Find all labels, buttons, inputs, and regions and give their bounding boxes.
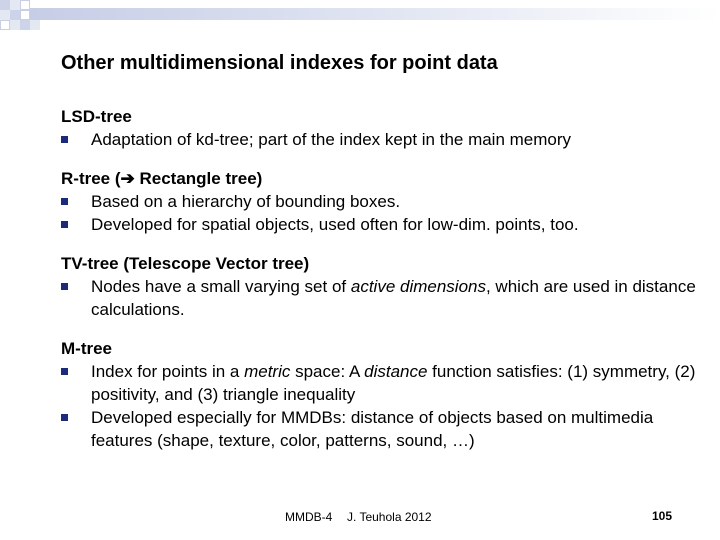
text-run: Index for points in a [91,362,245,381]
list-item-text [91,362,695,404]
deco-square [20,0,30,10]
text-run: space: A [290,362,365,381]
deco-square [0,10,10,20]
list-item [61,275,701,321]
slide-title: Other multidimensional indexes for point data [61,52,498,74]
deco-square [10,0,20,10]
list-item [61,213,701,236]
heading-text: R-tree ( [61,169,121,188]
section-heading: LSD-tree [61,107,132,126]
list-item-text: Developed for spatial objects, used often for low-dim. points, too. [91,215,579,234]
section-m-tree [61,337,701,452]
emphasis-text: active dimensions [350,277,486,296]
list-item-text [91,277,696,319]
section-heading: M-tree [61,339,113,358]
deco-square [0,20,10,30]
square-bullet-icon [61,136,68,143]
section-heading [61,167,701,190]
text-run: , which are used in distance calculations. [91,277,696,319]
section-lsd-tree [61,105,701,151]
square-bullet-icon [61,221,68,228]
page-number: 105 [652,509,673,523]
list-item-text: Based on a hierarchy of bounding boxes. [91,192,401,211]
footer-course: MMDB-4 [285,510,333,524]
deco-square [10,10,20,20]
slide-content [61,105,701,468]
right-arrow-icon: ➔ [120,169,135,188]
square-bullet-icon [61,414,68,421]
deco-square [0,0,10,10]
header-decoration [0,0,720,40]
section-r-tree [61,167,701,236]
section-tv-tree [61,252,701,321]
square-bullet-icon [61,198,68,205]
emphasis-text: distance [364,362,428,381]
list-item [61,128,701,151]
section-heading: TV-tree (Telescope Vector tree) [61,254,310,273]
footer-author: J. Teuhola 2012 [347,510,432,524]
text-run: function satisfies: (1) symmetry, (2) positivity, and (3) triangle inequality [91,362,696,404]
list-item [61,406,701,452]
deco-square [20,20,30,30]
deco-square [10,20,20,30]
heading-text: Rectangle tree) [134,169,263,188]
deco-square [20,10,30,20]
square-bullet-icon [61,283,68,290]
square-bullet-icon [61,368,68,375]
list-item [61,190,701,213]
emphasis-text: metric [244,362,291,381]
header-gradient-band [30,8,720,20]
list-item-text: Adaptation of kd-tree; part of the index kept in the main memory [91,130,572,149]
list-item-text: Developed especially for MMDBs: distance of objects based on multimedia features (shape, texture, color, patterns, sound, …) [91,408,654,450]
text-run: Nodes have a small varying set of [91,277,351,296]
list-item [61,360,701,406]
deco-square [30,20,40,30]
